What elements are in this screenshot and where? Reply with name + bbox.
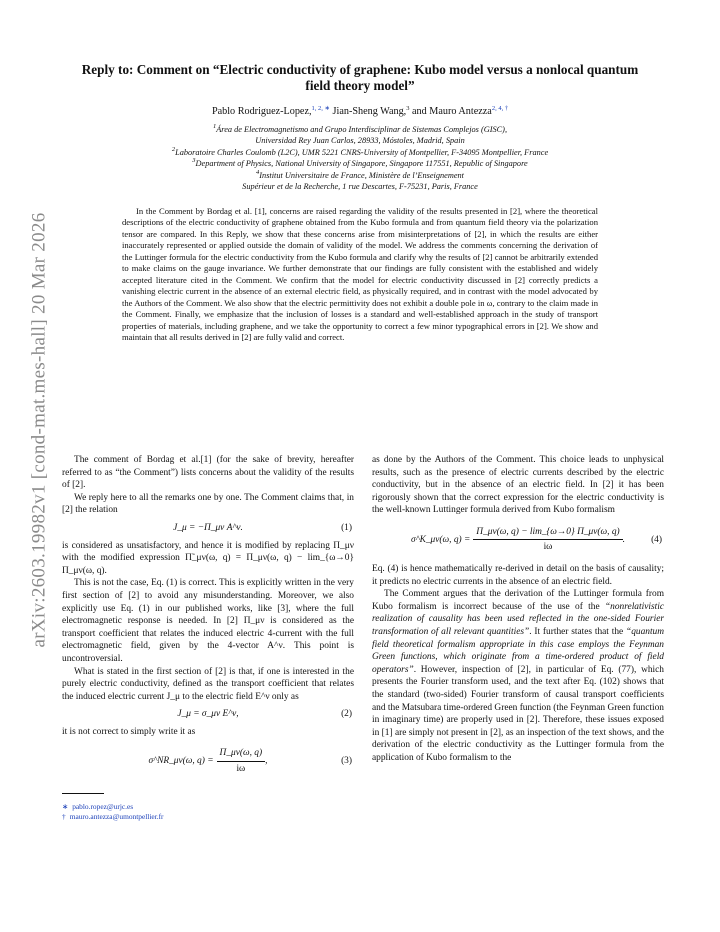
author-name: Pablo Rodriguez-Lopez, — [211, 106, 312, 117]
equation-tail: . — [622, 534, 625, 545]
equation-2 — [62, 708, 354, 721]
paragraph: it is not correct to simply write it as — [62, 726, 196, 737]
affiliation-line: Supérieur et de la Recherche, 1 rue Descartes, F-75231, Paris, France — [242, 182, 478, 192]
fraction-numerator: Π_μν(ω, q) — [217, 747, 266, 762]
equation-fraction — [473, 526, 622, 554]
equation-1 — [62, 522, 354, 535]
equation-number: (1) — [341, 522, 352, 533]
equation-number: (3) — [341, 756, 352, 767]
affiliation-block — [80, 124, 640, 192]
author-affil-mark: 3 — [406, 105, 410, 112]
equation-number: (4) — [651, 534, 662, 545]
body-column-left — [62, 454, 354, 822]
affiliation-line: $^1$Área de Electromagnetismo and Grupo Interdisciplinar de Sistemas Complejos (GISC), — [212, 123, 508, 134]
equation-lhs: σ^K_μν(ω, q) = — [411, 534, 471, 545]
affiliation-line: $^2$Laboratoire Charles Coulomb (L2C), UMR 5221 CNRS-University of Montpellier, F-34095 Montpellier, France — [171, 145, 549, 157]
paragraph: Eq. (4) is hence mathematically re-derived in detail on the basis of causality; it predicts no electric currents in the absence of an electric field. — [372, 563, 664, 587]
affiliation-line: $^4$Institut Universitaire de France, Ministère de l’Enseignement — [256, 168, 464, 180]
equation-lhs: σ^NR_μν(ω, q) = — [148, 756, 214, 767]
equation-3 — [62, 743, 354, 779]
quotation: “nonrelativistic realization of causality has been used reflected in the one-sided Fourier transformation of all relevant quantities” — [372, 601, 664, 637]
paragraph: What is stated in the first section of [2] is that, if one is interested in the purely electric conductivity, defined as the transport coefficient that relates the induced electric current J_μ to the electric field E^ν only as — [62, 666, 354, 702]
fraction-denominator: iω — [236, 763, 246, 774]
paragraph: is considered as unsatisfactory, and hence it is modified by replacing Π_μν with the modified expression Π̃_μν(ω, q) = Π_μν(ω, q) − lim_{ω→0} Π_μν(ω, q). — [62, 540, 354, 576]
arxiv-id-text: arXiv:2603.19982v1 [cond-mat.mes-hall] 20 Mar 2026 — [29, 212, 50, 648]
body-column-right — [372, 454, 664, 764]
fraction-denominator: iω — [543, 542, 553, 553]
arxiv-identifier-stamp — [22, 200, 58, 660]
footnote-email[interactable]: ∗ pablo.ropez@urjc.es — [62, 802, 134, 812]
paragraph: The comment of Bordag et al.[1] (for the sake of brevity, hereafter referred to as “the Comment”) lists concerns about the validity of the results of [2]. — [62, 455, 354, 491]
author-affil-mark[interactable]: 2, 4, † — [491, 105, 509, 112]
footnote-email[interactable]: † mauro.antezza@umontpellier.fr — [62, 812, 164, 822]
author-name: and Mauro Antezza — [412, 106, 492, 117]
equation-tail: , — [265, 756, 268, 767]
author-name: Jian-Sheng Wang, — [332, 106, 407, 117]
paragraph: The Comment argues that the derivation of the Luttinger formula from Kubo formalism is incorrect because of the use of the “nonrelativistic realization of causality has been used reflected in the one-sided Fourier transformation of all relevant quantities”. It further states that the “quantum field theoretical formalism appropriate in this case employs the Feynman Green functions, which originate from a time-ordered product of field operators”. However, inspection of [2], in particular of Eq. (77), which presents the Fourier transform used, and the text after Eq. (102) shows that the standard (two-sided) Fourier transform of causal transport coefficients and the Matsubara time-ordered Green function (the Feynman Green function in imaginary time) are properly used in [2]. Therefore, these issues exposed in [1] are simply not present in [2], as an inspection of the text shows, and the derivation of the electric conductivity as the Luttinger formula from the application of Kubo formalism to the — [372, 589, 665, 763]
paragraph: We reply here to all the remarks one by one. The Comment claims that, in [2] the relation — [62, 492, 354, 516]
abstract: In the Comment by Bordag et al. [1], concerns are raised regarding the validity of the results presented in [2], where the theoretical descriptions of the electric conductivity of graphene obtained from the Kubo formula and from quantum field theory via the polarization tensor are compared. In this Reply, we show that these concerns arise from misinterpretations of [2], in which the results are either inaccurately represented or applied outside the domain of validity of the model. We address the comments concerning the derivation of the Luttinger formula for the electric conductivity from the Kubo formula and clarify why the results of [2] cannot be arbitrarily extended to make claims on the gauge invariance. We further demonstrate that our findings are fully consistent with the established and widely accepted literature cited in the Comment. We confirm that the model for electric conductivity discussed in [2] correctly predicts a vanishing electric current in the absence of an external electric field, as physically required, and in contrast with the model advocated by the Authors of the Comment. We also show that the electric permittivity does not exhibit a double pole in ω, contrary to the claim made in the Comment. Finally, we emphasize that the inclusion of losses is a standard and well-established approach in the study of transport properties of materials, including graphene, and we take the opportunity to correct a few minor typographical errors in [2]. We show and maintain that all results derived in [2] are fully valid and correct. — [122, 206, 598, 342]
equation-body: J_μ = σ_μν E^ν, — [177, 709, 239, 720]
fraction-numerator: Π_μν(ω, q) − lim_{ω→0} Π_μν(ω, q) — [473, 526, 622, 541]
footnotes — [62, 802, 354, 822]
affiliation-line: Universidad Rey Juan Carlos, 28933, Móstoles, Madrid, Spain — [255, 136, 465, 146]
affiliation-line: $^3$Department of Physics, National University of Singapore, Singapore 117551, Republic of Singapore — [192, 157, 528, 169]
equation-body: J_μ = −Π_μν A^ν. — [173, 522, 243, 533]
paragraph: This is not the case, Eq. (1) is correct. This is explicitly written in the very first section of [2] to avoid any misunderstanding. Moreover, we also explicitly use Eq. (1) in our published works, like [3], where the full electromagnetic response is needed. In [2] Π_μν is considered as the transport coefficient that relates the induced electric 4-current with the full electromagnetic field, given by the 4-vector A^ν. This point is uncontroversial. — [62, 578, 354, 664]
paragraph: as done by the Authors of the Comment. This choice leads to unphysical results, such as the presence of electric currents described by the electric conductivity, but in the absence of an electric field. In [2] it has been rigorously shown that the correct expression for the electric conductivity is the well-known Luttinger formula derived from Kubo formalism — [372, 455, 664, 516]
equation-number: (2) — [341, 709, 352, 720]
quotation: “quantum field theoretical formalism appropriate in this case employs the Feynman Green functions, which originate from a time-ordered product of field operators” — [372, 626, 665, 675]
equation-4 — [372, 522, 664, 558]
footnote-rule — [62, 793, 104, 794]
equation-fraction — [217, 747, 266, 775]
author-list — [80, 106, 640, 117]
author-affil-mark[interactable]: 1, 2, ∗ — [311, 105, 330, 112]
paper-title: Reply to: Comment on “Electric conductivity of graphene: Kubo model versus a nonlocal quantum field theory model” — [81, 62, 639, 93]
